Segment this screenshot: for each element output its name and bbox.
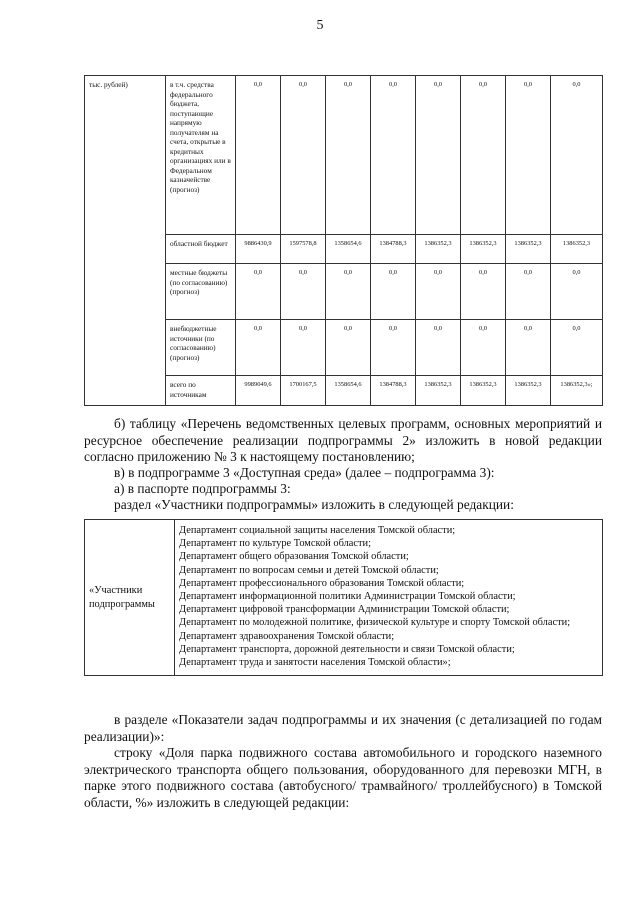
value-cell: 1386352,3: [506, 376, 551, 406]
value-cell: 0,0: [281, 320, 326, 376]
row-label: местные бюджеты (по согласованию) (прогноз): [166, 264, 236, 320]
value-cell: 0,0: [551, 320, 603, 376]
value-cell: 1386352,3: [416, 235, 461, 264]
value-cell: 1700167,5: [281, 376, 326, 406]
participants-list: [175, 520, 603, 676]
value-cell: 0,0: [416, 76, 461, 235]
value-cell: 1384788,3: [371, 235, 416, 264]
value-cell: 1386352,3: [461, 235, 506, 264]
funding-table: [84, 75, 603, 406]
value-cell: 1597578,8: [281, 235, 326, 264]
value-cell: 0,0: [551, 264, 603, 320]
list-item: Департамент по вопросам семьи и детей Томской области;: [179, 564, 439, 576]
value-cell: 0,0: [416, 264, 461, 320]
value-cell: 0,0: [506, 76, 551, 235]
table-row: [85, 76, 603, 235]
value-cell: 1386352,3: [416, 376, 461, 406]
participants-table: [84, 519, 603, 676]
value-cell: 9989049,6: [236, 376, 281, 406]
paragraph-a: а) в паспорте подпрограммы 3:: [114, 481, 291, 496]
list-item: Департамент транспорта, дорожной деятельности и связи Томской области;: [179, 643, 515, 655]
paragraph-v: в) в подпрограмме 3 «Доступная среда» (далее – подпрограмма 3):: [114, 465, 495, 480]
list-item: Департамент по культуре Томской области;: [179, 538, 371, 550]
value-cell: 0,0: [236, 264, 281, 320]
value-cell: 1358654,6: [326, 235, 371, 264]
table-row: [85, 520, 603, 676]
list-item: Департамент по молодежной политике, физической культуре и спорту Томской области;: [179, 617, 571, 629]
value-cell: 0,0: [236, 320, 281, 376]
value-cell: 1384788,3: [371, 376, 416, 406]
value-cell: 0,0: [371, 320, 416, 376]
value-cell: 0,0: [416, 320, 461, 376]
list-item: Департамент социальной защиты населения Томской области;: [179, 525, 456, 536]
paragraph-row: строку «Доля парка подвижного состава автомобильного и городского наземного электрического транспорта общего пользования, оборудованного для перевозки МГН, в парке этого подвижного состава (автобусного/ трамвайного/ троллейбусного) в Томской области, %» изложить в следующей редакции:: [84, 745, 602, 810]
value-cell: 0,0: [281, 264, 326, 320]
value-cell: 0,0: [326, 76, 371, 235]
row-label: внебюджетные источники (по согласованию) (прогноз): [166, 320, 236, 376]
list-item: Департамент общего образования Томской области;: [179, 551, 409, 563]
paragraph-indicators: в разделе «Показатели задач подпрограммы и их значения (с детализацией по годам реализации)»:: [84, 712, 602, 744]
value-cell: 0,0: [326, 264, 371, 320]
value-cell: 0,0: [506, 264, 551, 320]
list-item: Департамент профессионального образования Томской области;: [179, 577, 465, 589]
value-cell: 0,0: [236, 76, 281, 235]
value-cell: 1386352,3: [551, 235, 603, 264]
value-cell: 0,0: [551, 76, 603, 235]
value-cell: 1358654,6: [326, 376, 371, 406]
list-item: Департамент информационной политики Администрации Томской области;: [179, 591, 516, 603]
value-cell: 1386352,3: [506, 235, 551, 264]
value-cell: 0,0: [461, 320, 506, 376]
row-label: областной бюджет: [166, 235, 236, 264]
value-cell: 0,0: [506, 320, 551, 376]
participants-label: «Участники подпрограммы: [85, 520, 175, 676]
value-cell: 0,0: [461, 264, 506, 320]
row-label: всего по источникам: [166, 376, 236, 406]
list-item: Департамент здравоохранения Томской области;: [179, 630, 395, 642]
value-cell: 9886430,9: [236, 235, 281, 264]
value-cell: 0,0: [371, 76, 416, 235]
unit-cell: тыс. рублей): [85, 76, 166, 406]
value-cell: 1386352,3»;: [551, 376, 603, 406]
paragraph-b: б) таблицу «Перечень ведомственных целевых программ, основных мероприятий и ресурсное обеспечение реализации подпрограммы 2» изложить в новой редакции согласно приложению № 3 к настоящему постановлению;: [84, 416, 602, 464]
value-cell: 0,0: [461, 76, 506, 235]
value-cell: 0,0: [371, 264, 416, 320]
row-label: в т.ч. средства федерального бюджета, поступающие напрямую получателям на счета, открытые в кредитных организациях или в Федеральном казначействе (прогноз): [166, 76, 236, 235]
value-cell: 1386352,3: [461, 376, 506, 406]
value-cell: 0,0: [326, 320, 371, 376]
list-item: Департамент труда и занятости населения Томской области»;: [179, 657, 451, 669]
paragraph-section: раздел «Участники подпрограммы» изложить в следующей редакции:: [114, 497, 514, 512]
page-number: 5: [316, 18, 324, 33]
value-cell: 0,0: [281, 76, 326, 235]
list-item: Департамент цифровой трансформации Администрации Томской области;: [179, 604, 510, 616]
